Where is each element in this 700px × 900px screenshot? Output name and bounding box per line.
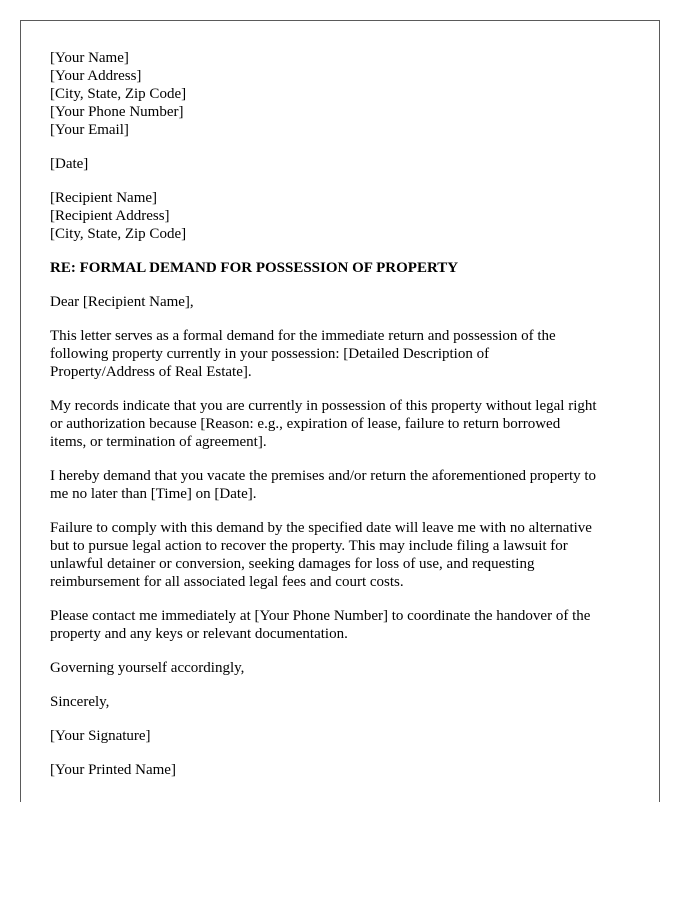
letter-page	[20, 20, 660, 802]
paragraph-contact	[50, 607, 640, 643]
recipient-address: [Recipient Address]	[50, 208, 170, 224]
paragraph-line: items, or termination of agreement].	[50, 434, 267, 450]
paragraph-line: or authorization because [Reason: e.g., expiration of lease, failure to return borrowed	[50, 416, 561, 432]
paragraph-line: following property currently in your possession: [Detailed Description of	[50, 346, 490, 362]
paragraph-line: I hereby demand that you vacate the premises and/or return the aforementioned property to	[50, 468, 597, 484]
paragraph-line: Please contact me immediately at [Your Phone Number] to coordinate the handover of the	[50, 608, 591, 624]
letter-body	[50, 49, 640, 795]
letter-date: [Date]	[50, 156, 89, 172]
paragraph-line: unlawful detainer or conversion, seeking damages for loss of use, and requesting	[50, 556, 535, 572]
sender-name: [Your Name]	[50, 50, 129, 66]
paragraph-line: Property/Address of Real Estate].	[50, 364, 252, 380]
sender-email: [Your Email]	[50, 122, 129, 138]
sender-phone: [Your Phone Number]	[50, 104, 184, 120]
recipient-block	[50, 189, 640, 243]
paragraph-line: This letter serves as a formal demand for the immediate return and possession of the	[50, 328, 556, 344]
paragraph-records	[50, 397, 640, 451]
paragraph-line: but to pursue legal action to recover the property. This may include filing a lawsuit for	[50, 538, 568, 554]
closing-line: Sincerely,	[50, 694, 110, 710]
paragraph-demand	[50, 327, 640, 381]
subject-line: RE: FORMAL DEMAND FOR POSSESSION OF PROPERTY	[50, 260, 459, 276]
recipient-name: [Recipient Name]	[50, 190, 158, 206]
paragraph-legal-action	[50, 519, 640, 591]
paragraph-line: My records indicate that you are currently in possession of this property without legal right	[50, 398, 597, 414]
paragraph-line: Failure to comply with this demand by the specified date will leave me with no alternative	[50, 520, 592, 536]
salutation: Dear [Recipient Name],	[50, 294, 194, 310]
paragraph-line: me no later than [Time] on [Date].	[50, 486, 257, 502]
paragraph-vacate	[50, 467, 640, 503]
paragraph-line: property and any keys or relevant documentation.	[50, 626, 348, 642]
signature-placeholder: [Your Signature]	[50, 728, 151, 744]
sender-city-state-zip: [City, State, Zip Code]	[50, 86, 187, 102]
sender-block	[50, 49, 640, 139]
printed-name: [Your Printed Name]	[50, 762, 176, 778]
governing-line: Governing yourself accordingly,	[50, 660, 245, 676]
date-block	[50, 155, 640, 173]
paragraph-line: reimbursement for all associated legal fees and court costs.	[50, 574, 404, 590]
sender-address: [Your Address]	[50, 68, 142, 84]
recipient-city-state-zip: [City, State, Zip Code]	[50, 226, 187, 242]
